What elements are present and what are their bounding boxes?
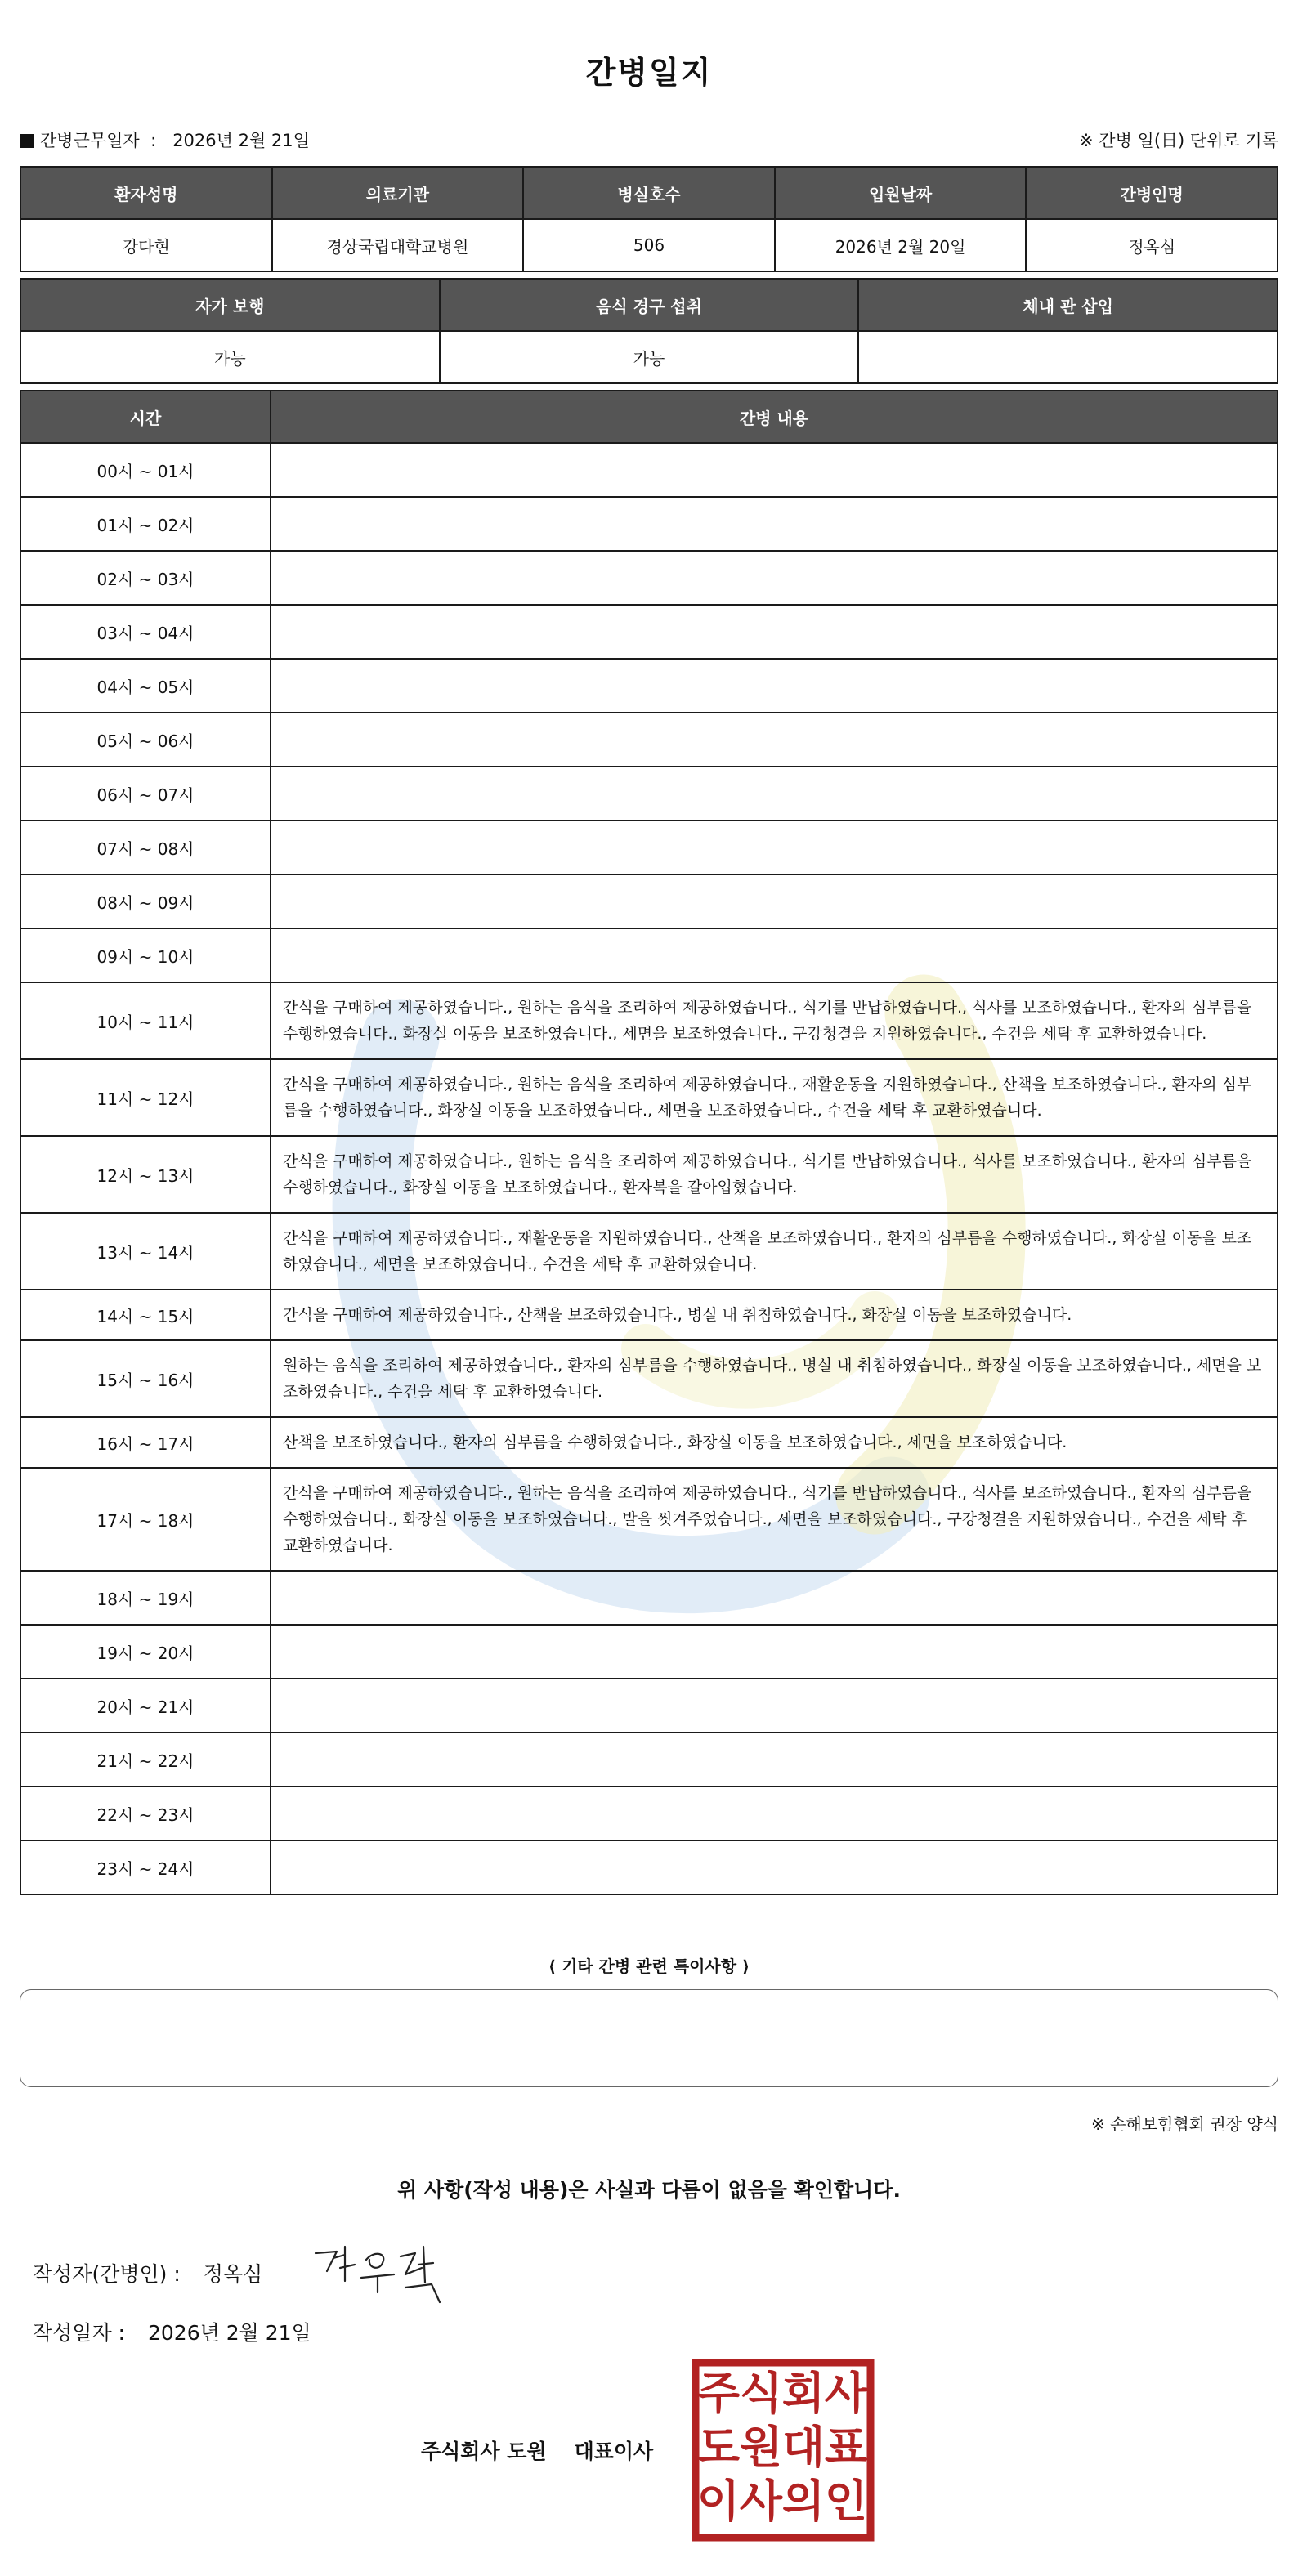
care-log-row [20, 497, 1278, 551]
care-log-row [20, 713, 1278, 767]
header-admission-date: 입원날짜 [775, 167, 1027, 219]
written-date-value: 2026년 2월 21일 [147, 2321, 311, 2345]
care-log-content: 간식을 구매하여 제공하였습니다., 산책을 보조하였습니다., 병실 내 취침하였습니다., 화장실 이동을 보조하였습니다. [271, 1290, 1278, 1340]
care-log-row [20, 443, 1278, 497]
admission-date: 2026년 2월 20일 [775, 219, 1027, 271]
header-caregiver-name: 간병인명 [1026, 167, 1278, 219]
company-line [421, 2435, 653, 2465]
patient-info-header-row [20, 167, 1278, 219]
confirmation-statement: 위 사항(작성 내용)은 사실과 다름이 없음을 확인합니다. [397, 2178, 901, 2202]
care-log-row [20, 1417, 1278, 1468]
notes-box [20, 1989, 1278, 2087]
care-log-content [271, 551, 1278, 605]
care-log-time: 05시 ~ 06시 [20, 713, 271, 767]
seal-character: 대 [781, 2422, 826, 2473]
care-log-content [271, 1571, 1278, 1625]
care-log-time: 23시 ~ 24시 [20, 1840, 271, 1894]
care-log-content [271, 659, 1278, 713]
header-time: 시간 [20, 391, 271, 443]
header-patient-name: 환자성명 [20, 167, 272, 219]
care-log-header-row [20, 391, 1278, 443]
care-log-content [271, 1679, 1278, 1733]
room-number: 506 [523, 219, 775, 271]
care-log-content [271, 443, 1278, 497]
company-seal-stamp [691, 2358, 875, 2542]
care-log-time: 11시 ~ 12시 [20, 1059, 271, 1136]
seal-character: 사 [739, 2475, 783, 2527]
care-log-time: 03시 ~ 04시 [20, 605, 271, 659]
patient-info-table [20, 166, 1278, 272]
care-log-row [20, 1571, 1278, 1625]
care-log-time: 16시 ~ 17시 [20, 1417, 271, 1468]
care-log-content [271, 928, 1278, 982]
care-log-time: 01시 ~ 02시 [20, 497, 271, 551]
seal-character: 도 [696, 2422, 741, 2473]
page-title: 간병일지 [585, 55, 713, 91]
header-hospital: 의료기관 [272, 167, 524, 219]
care-log-row [20, 1787, 1278, 1840]
care-log-content [271, 1733, 1278, 1787]
care-log-row [20, 821, 1278, 874]
self-walking-value: 가능 [20, 331, 440, 383]
care-log-time: 12시 ~ 13시 [20, 1136, 271, 1213]
writer-line [33, 2258, 262, 2288]
seal-character: 회 [781, 2368, 826, 2419]
caregiver-name: 정옥심 [1026, 219, 1278, 271]
care-log-table [20, 390, 1278, 1895]
care-log-row [20, 1290, 1278, 1340]
work-date-separator: : [150, 131, 157, 150]
seal-character: 이 [696, 2475, 741, 2527]
patient-name: 강다현 [20, 219, 272, 271]
care-log-row [20, 1625, 1278, 1679]
care-log-row [20, 767, 1278, 821]
square-bullet-icon [20, 134, 34, 148]
seal-character: 사 [824, 2368, 868, 2419]
care-log-content: 간식을 구매하여 제공하였습니다., 재활운동을 지원하였습니다., 산책을 보조하였습니다., 환자의 심부름을 수행하였습니다., 화장실 이동을 보조하였습니다., 세면을 보조하였습니다., 수건을 세탁 후 교환하였습니다. [271, 1213, 1278, 1290]
header-oral-intake: 음식 경구 섭취 [440, 279, 859, 331]
care-log-time: 10시 ~ 11시 [20, 982, 271, 1059]
patient-status-table [20, 278, 1278, 384]
care-log-time: 07시 ~ 08시 [20, 821, 271, 874]
work-date-label: 간병근무일자 [40, 131, 140, 150]
care-log-content [271, 1840, 1278, 1894]
header-room-number: 병실호수 [523, 167, 775, 219]
care-log-content [271, 713, 1278, 767]
oral-intake-value: 가능 [440, 331, 859, 383]
care-log-content [271, 874, 1278, 928]
care-log-row [20, 1059, 1278, 1136]
seal-character: 인 [824, 2475, 868, 2527]
care-log-row [20, 1213, 1278, 1290]
care-log-time: 21시 ~ 22시 [20, 1733, 271, 1787]
seal-character: 의 [781, 2475, 826, 2527]
care-log-time: 06시 ~ 07시 [20, 767, 271, 821]
care-log-time: 08시 ~ 09시 [20, 874, 271, 928]
form-source-note: ※ 손해보험협회 권장 양식 [1090, 2114, 1278, 2134]
care-log-time: 14시 ~ 15시 [20, 1290, 271, 1340]
work-date-value: 2026년 2월 21일 [172, 131, 310, 150]
care-log-content: 간식을 구매하여 제공하였습니다., 원하는 음식을 조리하여 제공하였습니다., 재활운동을 지원하였습니다., 산책을 보조하였습니다., 환자의 심부름을 수행하였습니다., 화장실 이동을 보조하였습니다., 세면을 보조하였습니다., 수건을 세탁 후 교환하였습니다. [271, 1059, 1278, 1136]
care-log-row [20, 551, 1278, 605]
care-log-row [20, 1840, 1278, 1894]
care-log-row [20, 659, 1278, 713]
seal-character: 표 [824, 2422, 868, 2473]
care-log-content: 간식을 구매하여 제공하였습니다., 원하는 음식을 조리하여 제공하였습니다., 식기를 반납하였습니다., 식사를 보조하였습니다., 환자의 심부름을 수행하였습니다., 화장실 이동을 보조하였습니다., 세면을 보조하였습니다., 구강청결을 지원하였습니다., 수건을 세탁 후 교환하였습니다. [271, 982, 1278, 1059]
care-log-time: 19시 ~ 20시 [20, 1625, 271, 1679]
company-representative: 대표이사 [574, 2440, 654, 2463]
writer-name: 정옥심 [203, 2262, 263, 2286]
care-log-content [271, 605, 1278, 659]
care-log-content: 간식을 구매하여 제공하였습니다., 원하는 음식을 조리하여 제공하였습니다., 식기를 반납하였습니다., 식사를 보조하였습니다., 환자의 심부름을 수행하였습니다., 화장실 이동을 보조하였습니다., 발을 씻겨주었습니다., 세면을 보조하였습니다., 구강청결을 지원하였습니다., 수건을 세탁 후 교환하였습니다. [271, 1468, 1278, 1571]
work-date [20, 127, 310, 152]
record-unit-note: ※ 간병 일(日) 단위로 기록 [1079, 131, 1278, 150]
header-care-content: 간병 내용 [271, 391, 1278, 443]
care-log-content [271, 821, 1278, 874]
care-log-time: 20시 ~ 21시 [20, 1679, 271, 1733]
company-name: 주식회사 도원 [421, 2440, 547, 2463]
care-log-content [271, 1625, 1278, 1679]
care-log-content [271, 1787, 1278, 1840]
patient-status-value-row [20, 331, 1278, 383]
written-date-label: 작성일자 : [33, 2321, 125, 2345]
patient-status-header-row [20, 279, 1278, 331]
care-log-time: 15시 ~ 16시 [20, 1340, 271, 1417]
writer-label: 작성자(간병인) : [33, 2262, 181, 2286]
care-log-content [271, 767, 1278, 821]
care-log-row [20, 874, 1278, 928]
care-log-time: 13시 ~ 14시 [20, 1213, 271, 1290]
written-date-line [33, 2317, 311, 2346]
notes-heading: ⟨ 기타 간병 관련 특이사항 ⟩ [548, 1957, 750, 1976]
care-log-content: 원하는 음식을 조리하여 제공하였습니다., 환자의 심부름을 수행하였습니다., 병실 내 취침하였습니다., 화장실 이동을 보조하였습니다., 세면을 보조하였습니다., 수건을 세탁 후 교환하였습니다. [271, 1340, 1278, 1417]
tube-insertion-value [858, 331, 1278, 383]
care-log-time: 22시 ~ 23시 [20, 1787, 271, 1840]
care-log-row [20, 1733, 1278, 1787]
header-self-walking: 자가 보행 [20, 279, 440, 331]
care-log-row [20, 1468, 1278, 1571]
care-log-row [20, 1136, 1278, 1213]
care-log-row [20, 982, 1278, 1059]
seal-character: 주 [696, 2368, 741, 2419]
care-log-time: 00시 ~ 01시 [20, 443, 271, 497]
care-log-time: 02시 ~ 03시 [20, 551, 271, 605]
seal-character: 식 [739, 2368, 783, 2419]
care-log-content: 산책을 보조하였습니다., 환자의 심부름을 수행하였습니다., 화장실 이동을 보조하였습니다., 세면을 보조하였습니다. [271, 1417, 1278, 1468]
care-log-time: 04시 ~ 05시 [20, 659, 271, 713]
handwritten-signature [309, 2235, 448, 2309]
hospital-name: 경상국립대학교병원 [272, 219, 524, 271]
care-log-row [20, 605, 1278, 659]
care-log-content: 간식을 구매하여 제공하였습니다., 원하는 음식을 조리하여 제공하였습니다., 식기를 반납하였습니다., 식사를 보조하였습니다., 환자의 심부름을 수행하였습니다., 화장실 이동을 보조하였습니다., 환자복을 갈아입혔습니다. [271, 1136, 1278, 1213]
care-log-time: 09시 ~ 10시 [20, 928, 271, 982]
header-tube-insertion: 체내 관 삽입 [858, 279, 1278, 331]
care-log-row [20, 1679, 1278, 1733]
care-log-time: 17시 ~ 18시 [20, 1468, 271, 1571]
care-log-content [271, 497, 1278, 551]
patient-info-value-row [20, 219, 1278, 271]
care-log-row [20, 928, 1278, 982]
seal-character: 원 [739, 2422, 783, 2473]
care-log-row [20, 1340, 1278, 1417]
care-log-time: 18시 ~ 19시 [20, 1571, 271, 1625]
